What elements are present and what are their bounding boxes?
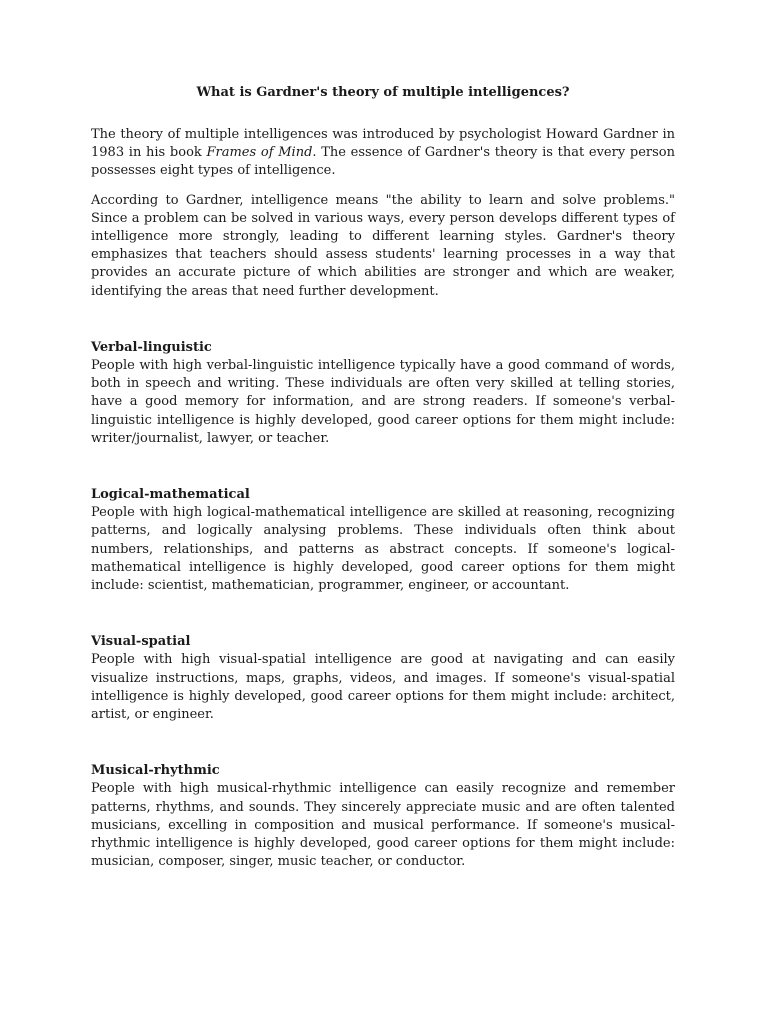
section-heading: Visual-spatial bbox=[91, 634, 191, 650]
document-page bbox=[91, 84, 675, 910]
intro-paragraph-2: According to Gardner, intelligence means "the ability to learn and solve problems." Since a problem can be solved in various ways, every person develops different types of intelligence more strongly, leading to different learning styles. Gardner's theory emphasizes that teachers should assess students' learning processes in a way that provides an accurate picture of which abilities are stronger and which are weaker, identifying the areas that need further development. bbox=[91, 192, 675, 299]
section-heading: Logical-mathematical bbox=[91, 487, 250, 503]
section-logical-mathematical bbox=[91, 486, 675, 595]
section-heading: Musical-rhythmic bbox=[91, 763, 220, 779]
intro-paragraph-1 bbox=[91, 126, 675, 181]
document-title: What is Gardner's theory of multiple intelligences? bbox=[196, 85, 570, 100]
section-body: People with high verbal-linguistic intelligence typically have a good command of words, both in speech and writing. These individuals are often very skilled at telling stories, have a good memory for information, and are strong readers. If someone's verbal-linguistic intelligence is highly developed, good career options for them might include: writer/journalist, lawyer, or teacher. bbox=[91, 358, 675, 446]
book-title: Frames of Mind bbox=[206, 145, 313, 161]
section-musical-rhythmic bbox=[91, 762, 675, 871]
section-verbal-linguistic bbox=[91, 339, 675, 448]
section-visual-spatial bbox=[91, 633, 675, 724]
intro-text-after: . The essence of Gardner's theory is that every person possesses eight types of intelligence. bbox=[91, 145, 675, 179]
section-body: People with high logical-mathematical intelligence are skilled at reasoning, recognizing patterns, and logically analysing problems. These individuals often think about numbers, relationships, and patterns as abstract concepts. If someone's logical-mathematical intelligence is highly developed, good career options for them might include: scientist, mathematician, programmer, engineer, or accountant. bbox=[91, 505, 675, 594]
section-heading: Verbal-linguistic bbox=[91, 339, 212, 355]
section-body: People with high visual-spatial intelligence are good at navigating and can easily visualize instructions, maps, graphs, videos, and images. If someone's visual-spatial intelligence is highly developed, good career options for them might include: architect, artist, or engineer. bbox=[91, 652, 675, 723]
section-body: People with high musical-rhythmic intelligence can easily recognize and remember patterns, rhythms, and sounds. They sincerely appreciate music and are often talented musicians, excelling in composition and musical performance. If someone's musical-rhythmic intelligence is highly developed, good career options for them might include: musician, composer, singer, music teacher, or conductor. bbox=[91, 781, 675, 870]
intro-text-before: The theory of multiple intelligences was introduced by psychologist Howard Gardner in 1983 in his book bbox=[91, 127, 675, 161]
